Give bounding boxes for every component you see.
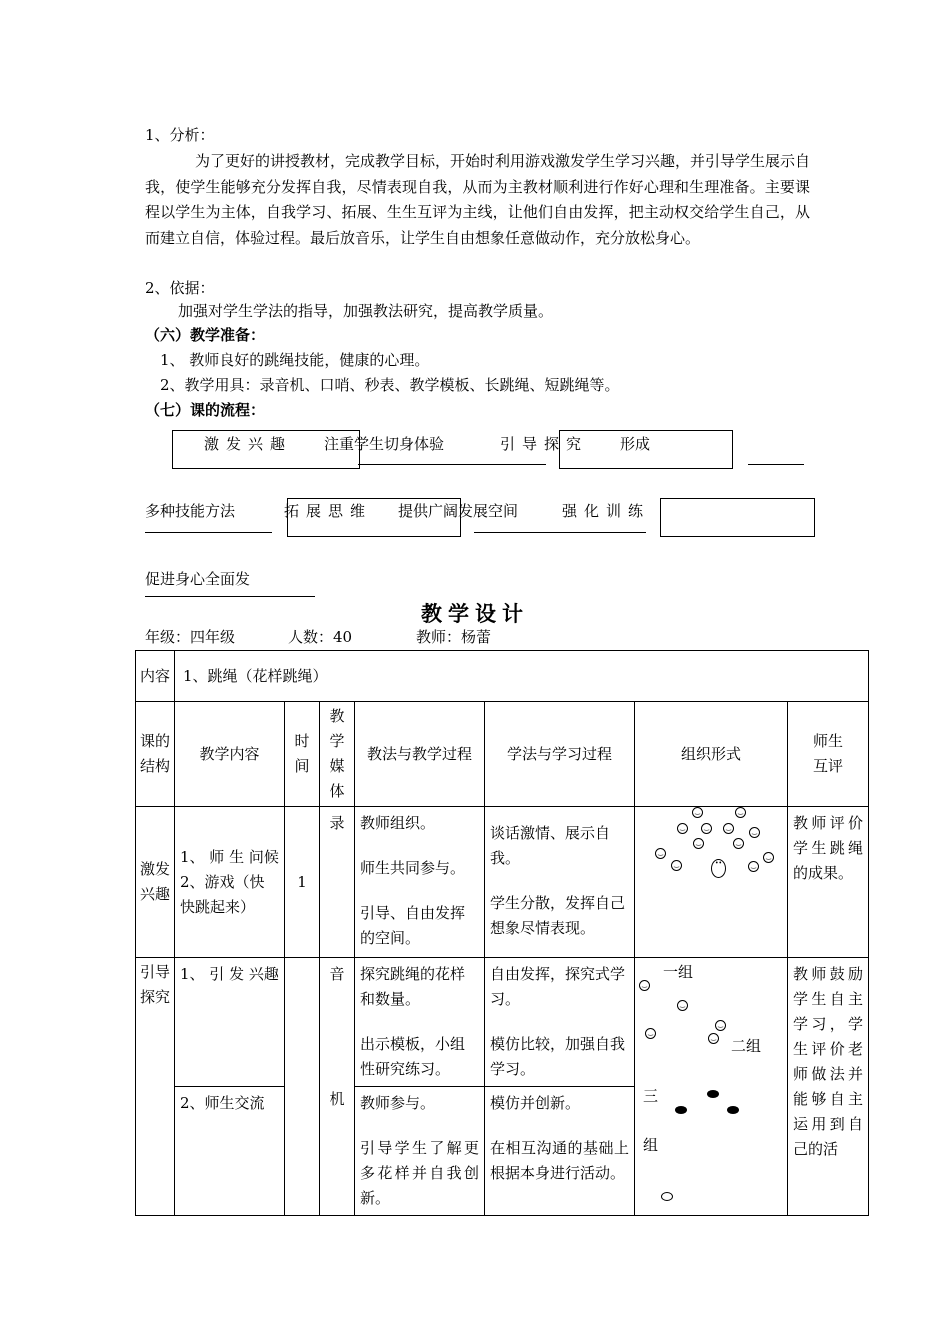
- row1-content-b: 2、游戏（快快跳起来）: [180, 872, 265, 916]
- student-face-icon: ‿: [645, 1028, 656, 1039]
- flow-step-6: 拓展思维: [284, 502, 373, 520]
- prep-heading: （六）教学准备：: [145, 326, 266, 344]
- row3-method-b: 引导学生了解更多花样并自我创新。: [360, 1139, 479, 1207]
- row2-organization: [635, 958, 788, 1216]
- flow-box-4: [660, 498, 815, 537]
- table-header-row: [136, 702, 869, 807]
- flow-step-3: 引导探究: [500, 435, 589, 453]
- table-row: [136, 651, 869, 702]
- header-organization: 组织形式: [635, 702, 788, 807]
- content-value: 1、跳绳（花样跳绳）: [175, 651, 869, 702]
- student-face-icon: ‿: [749, 827, 760, 838]
- row2-evaluation: 教师鼓励学生自主学习，学生评价老师做法并能够自主运用到自己的活: [788, 958, 869, 1216]
- row1-method: [355, 807, 485, 958]
- prep-item-2: 2、教学用具：录音机、口哨、秒表、教学模板、长跳绳、短跳绳等。: [160, 376, 620, 394]
- row2-learn-a: 自由发挥，探究式学习。: [490, 965, 626, 1008]
- row2-content: 1、 引 发 兴趣: [175, 958, 285, 1087]
- row2-learn-b: 模仿比较，加强自我学习。: [490, 1035, 626, 1078]
- header-time: 时间: [285, 702, 320, 807]
- row1-method-a: 教师组织。: [360, 814, 436, 832]
- header-structure: 课的结构: [136, 702, 175, 807]
- student-face-icon: ‿: [763, 852, 774, 863]
- row1-content-a: 1、 师 生 问候: [180, 847, 279, 866]
- flow-step-1: 激发兴趣: [204, 435, 293, 453]
- row2-media: [320, 958, 355, 1216]
- row2-method-a: 探究跳绳的花样和数量。: [360, 965, 466, 1008]
- design-title: 教学设计: [421, 601, 529, 626]
- teacher-face-icon: ••: [711, 859, 726, 878]
- row1-time: 1: [285, 807, 320, 958]
- student-marker-icon: [675, 1106, 687, 1114]
- student-face-icon: ‿: [671, 860, 682, 871]
- flow-line-4: [474, 532, 646, 533]
- row1-method-c: 引导、自由发挥的空间。: [360, 904, 466, 947]
- basis-text: 加强对学生学法的指导，加强教法研究，提高教学质量。: [178, 302, 554, 320]
- header-method: 教法与教学过程: [355, 702, 485, 807]
- content-label: 内容: [136, 651, 175, 702]
- flow-heading: （七）课的流程：: [145, 401, 266, 419]
- student-face-icon: ‿: [733, 838, 744, 849]
- student-marker-icon: [727, 1106, 739, 1114]
- flow-step-9: 促进身心全面发: [145, 570, 251, 588]
- prep-item-1: 1、 教师良好的跳绳技能，健康的心理。: [160, 351, 430, 369]
- student-face-icon: ‿: [715, 1020, 726, 1031]
- teacher-marker-icon: [661, 1192, 673, 1201]
- row3-learn-b: 在相互沟通的基础上根据本身进行活动。: [490, 1139, 629, 1182]
- basis-heading: 2、依据：: [145, 279, 215, 297]
- row2-media-b: 机: [329, 1090, 345, 1108]
- student-face-icon: ‿: [748, 861, 759, 872]
- row2-time: [285, 958, 320, 1216]
- student-face-icon: ‿: [735, 807, 746, 818]
- row2-method: [355, 958, 485, 1087]
- row2-structure: 引导探究: [136, 958, 175, 1216]
- row1-learn-b: 学生分散，发挥自己想象尽情表现。: [490, 894, 626, 937]
- design-grade: 年级：四年级: [145, 628, 236, 646]
- row2-learn: [485, 958, 635, 1087]
- row1-structure: 激发兴趣: [136, 807, 175, 958]
- analysis-paragraph: 为了更好的讲授教材，完成教学目标，开始时利用游戏激发学生学习兴趣，并引导学生展示自我，使学生能够充分发挥自我，尽情表现自我，从而为主教材顺利进行作好心理和生理准备。主要课程以学生为主体，自我学习、拓展、生生互评为主线，让他们自由发挥，把主动权交给学生自己，从而建立自信，体验过程。最后放音乐，让学生自由想象任意做动作，充分放松身心。: [145, 152, 811, 247]
- table-row: [136, 958, 869, 1087]
- flow-line-2: [748, 464, 804, 465]
- row1-learn-a: 谈话激情、展示自我。: [490, 824, 611, 867]
- student-face-icon: ‿: [639, 980, 650, 991]
- flow-line-3: [145, 532, 272, 533]
- student-face-icon: ‿: [708, 1033, 719, 1044]
- student-marker-icon: [707, 1090, 719, 1098]
- table-row: [136, 807, 869, 958]
- student-face-icon: ‿: [693, 838, 704, 849]
- flow-step-4: 形成: [620, 435, 651, 453]
- flow-step-7: 提供广阔发展空间: [398, 502, 519, 520]
- flow-step-8: 强化训练: [562, 502, 651, 520]
- student-face-icon: ‿: [701, 823, 712, 834]
- group-1-label: 一组: [663, 963, 694, 981]
- group-3-label-a: 三: [643, 1087, 659, 1105]
- student-face-icon: ‿: [677, 823, 688, 834]
- row3-method-a: 教师参与。: [360, 1094, 436, 1112]
- row1-content: [175, 807, 285, 958]
- student-face-icon: ‿: [692, 807, 703, 818]
- design-count: 人数：40: [288, 628, 353, 646]
- flow-line-5: [145, 596, 315, 597]
- group-2-label: 二组: [731, 1037, 762, 1055]
- flow-line-1: [358, 464, 546, 465]
- row1-evaluation: 教师评价学生跳绳的成果。: [788, 807, 869, 958]
- header-learn: 学法与学习过程: [485, 702, 635, 807]
- row1-media: 录: [320, 807, 355, 958]
- header-evaluation: 师生互评: [788, 702, 869, 807]
- row3-learn: [485, 1087, 635, 1216]
- student-face-icon: ‿: [723, 823, 734, 834]
- design-teacher: 教师：杨蕾: [416, 628, 492, 646]
- row3-learn-a: 模仿并创新。: [490, 1094, 581, 1112]
- group-3-label-b: 组: [643, 1136, 659, 1154]
- row3-method: [355, 1087, 485, 1216]
- header-media: 教学媒体: [320, 702, 355, 807]
- row1-organization: [635, 807, 788, 958]
- row3-content: 2、师生交流: [175, 1087, 285, 1216]
- student-face-icon: ‿: [677, 1000, 688, 1011]
- lesson-plan-table: [135, 650, 869, 1216]
- flow-step-5: 多种技能方法: [145, 502, 236, 520]
- row2-method-b: 出示模板，小组性研究练习。: [360, 1035, 466, 1078]
- row2-media-a: 音: [329, 965, 345, 983]
- row1-learn: [485, 807, 635, 958]
- analysis-heading: 1、分析：: [145, 126, 215, 144]
- row1-method-b: 师生共同参与。: [360, 859, 466, 877]
- flow-step-2: 注重学生切身体验: [324, 435, 445, 453]
- header-content: 教学内容: [175, 702, 285, 807]
- student-face-icon: ‿: [655, 848, 666, 859]
